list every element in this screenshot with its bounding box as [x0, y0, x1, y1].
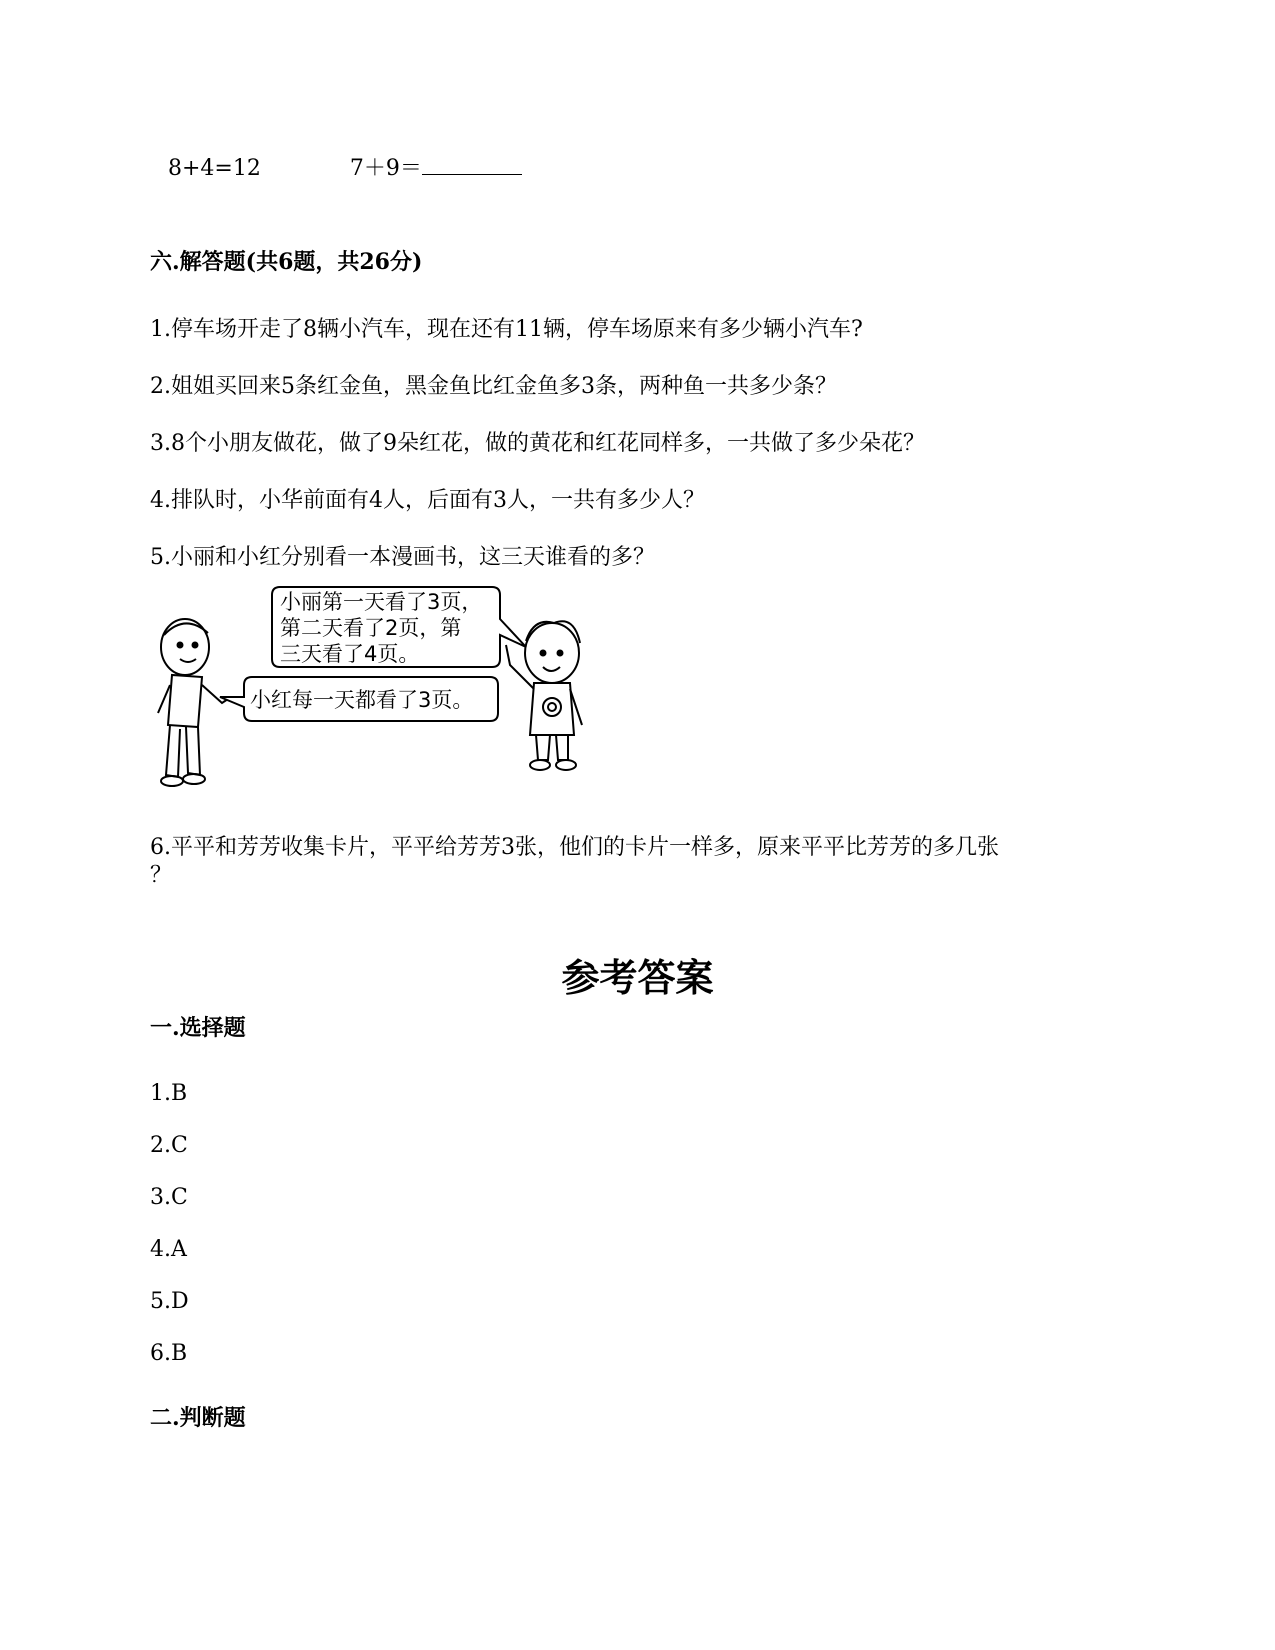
speech-bubble-bottom [220, 677, 498, 721]
equation-2: 7＋9＝ [349, 156, 422, 181]
answer-section-2-heading: 二.判断题 [150, 1405, 246, 1431]
speech-bubble-top [272, 587, 526, 667]
answer-key-title: 参考答案 [561, 955, 714, 1000]
question-5: 5.小丽和小红分别看一本漫画书，这三天谁看的多？ [150, 545, 655, 570]
answer-section-1-heading: 一.选择题 [150, 1015, 246, 1041]
answer-item: 3.C [150, 1185, 188, 1210]
answer-item: 6.B [150, 1341, 188, 1366]
question-6-line-1: 6.平平和芳芳收集卡片，平平给芳芳3张，他们的卡片一样多，原来平平比芳芳的多几张 [150, 835, 999, 860]
equation-1: 8+4=12 [168, 156, 261, 181]
answer-item: 5.D [150, 1289, 189, 1314]
left-boy-figure [158, 619, 228, 786]
question-3: 3.8个小朋友做花，做了9朵红花，做的黄花和红花同样多，一共做了多少朵花？ [150, 431, 925, 456]
question-2: 2.姐姐买回来5条红金鱼，黑金鱼比红金鱼多3条，两种鱼一共多少条？ [150, 374, 837, 399]
question-4: 4.排队时，小华前面有4人，后面有3人，一共有多少人？ [150, 488, 705, 513]
answer-item: 1.B [150, 1081, 188, 1106]
answer-blank [422, 152, 522, 175]
bubble-bottom-text: 小红每一天都看了3页。 [250, 688, 474, 712]
bubble-top-line-2: 第二天看了2页，第 [280, 616, 462, 640]
comic-illustration [150, 590, 620, 805]
bubble-top-line-3: 三天看了4页。 [280, 642, 420, 666]
bubble-top-line-1: 小丽第一天看了3页， [280, 590, 483, 614]
answer-item: 4.A [150, 1237, 187, 1262]
question-6-line-2: ？ [150, 863, 173, 888]
answer-item: 2.C [150, 1133, 188, 1158]
equation-row [168, 152, 522, 183]
question-1: 1.停车场开走了8辆小汽车，现在还有11辆，停车场原来有多少辆小汽车? [150, 317, 863, 342]
section-6-heading: 六.解答题(共6题，共26分) [150, 249, 423, 275]
